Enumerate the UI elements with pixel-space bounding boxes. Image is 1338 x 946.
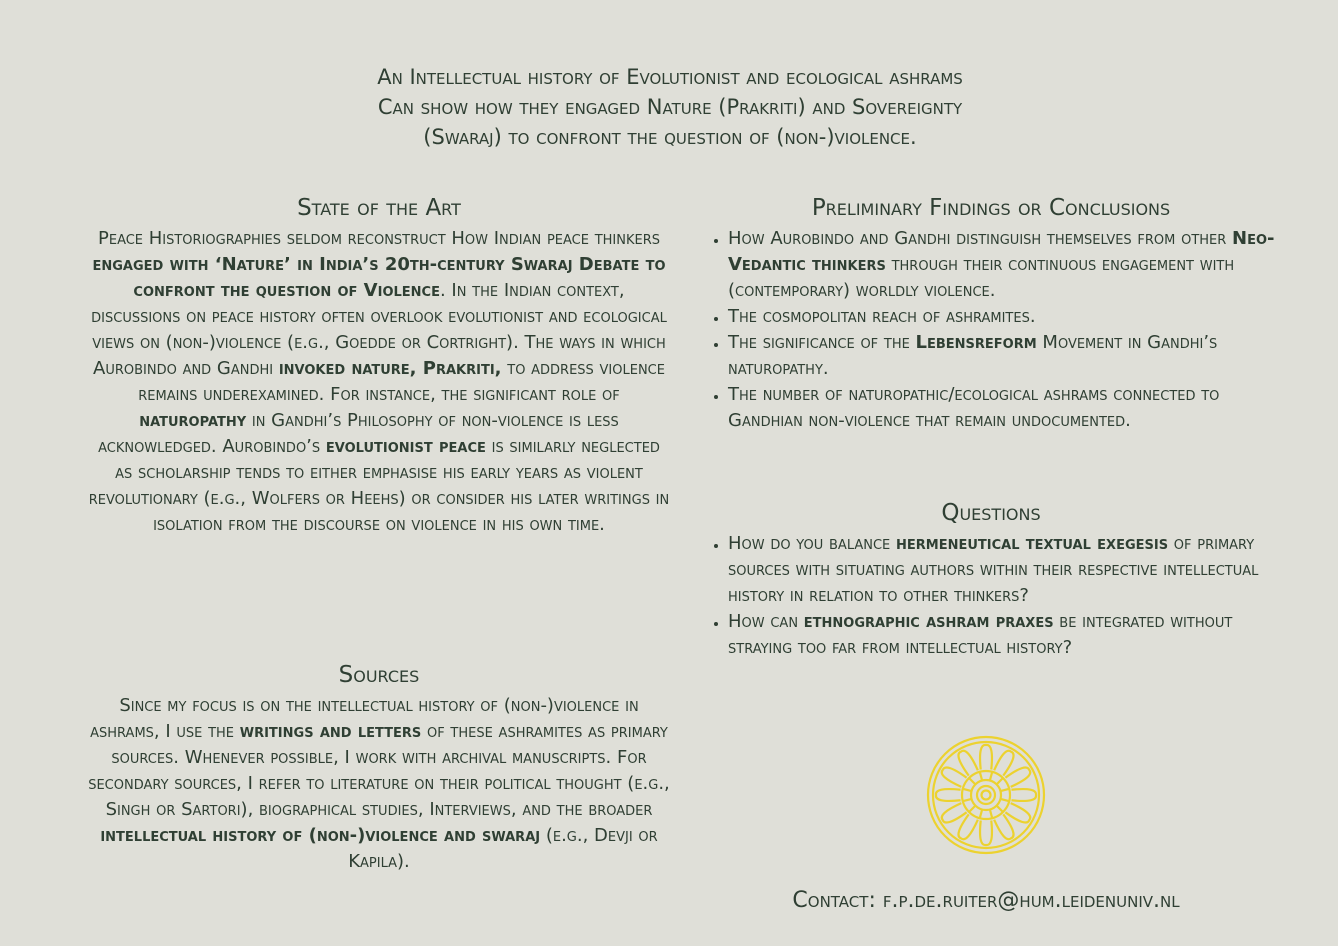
wheel-spoke (1000, 799, 1009, 801)
wheel-petal (994, 751, 1013, 776)
body-text-run: The number of naturopathic/ecological ashrams connected to Gandhian non-violence that remain undocumented. (728, 384, 1220, 431)
emphasis-text: intellectual history of (non-)violence and swaraj (100, 825, 541, 846)
body-text-run: How do you balance (728, 533, 896, 554)
emphasis-text: evolutionist peace (325, 436, 486, 457)
findings-item (728, 226, 1276, 304)
wheel-spoke (969, 806, 975, 812)
wheel-spoke (980, 809, 982, 818)
wheel-petal (980, 820, 992, 845)
body-text-run: How Aurobindo and Gandhi distinguish themselves from other (728, 228, 1233, 249)
body-text-run: Movement in Gandhi’s naturopathy. (728, 332, 1218, 379)
body-text-run: Peace Historiographies seldom reconstruct How Indian peace thinkers (98, 228, 660, 249)
questions-item (728, 609, 1276, 661)
state-of-the-art-text (88, 226, 670, 538)
wheel-spoke (980, 772, 982, 781)
wheel-spoke (990, 809, 992, 818)
body-text-run: The significance of the (728, 332, 916, 353)
contact-info: Contact: f.p.de.ruiter@hum.leidenuniv.nl (792, 888, 1180, 913)
emphasis-text: engaged with ‘Nature’ in India’s 20th-century Swaraj Debate to confront the question of Violence (92, 254, 666, 301)
intro-line: (Swaraj) to confront the question of (non-)violence. (423, 125, 917, 149)
emphasis-text: ethnographic ashram praxes (803, 611, 1054, 632)
findings-item (728, 304, 1276, 330)
wheel-spoke (1000, 789, 1009, 791)
state-of-the-art-section (88, 194, 670, 538)
wheel-petal (958, 751, 977, 776)
body-text-run: to address violence remains underexamined. For instance, the significant role of (138, 358, 665, 405)
body-text-run: How can (728, 611, 804, 632)
body-text-run: through their continuous engagement with (contemporary) worldly violence. (728, 254, 1235, 301)
intro-statement (250, 62, 1090, 152)
wheel-petal (942, 803, 967, 822)
lotus-wheel-icon (926, 735, 1046, 855)
intro-line: An Intellectual history of Evolutionist and ecological ashrams (377, 65, 963, 89)
wheel-spoke (997, 806, 1003, 812)
body-text-run: is similarly neglected as scholarship tends to either emphasise his early years as violent revolutionary (e.g., Wolfers or Heehs) or consider his later writings in isolation from the discourse on violence in his own time. (88, 436, 670, 535)
intro-line: Can show how they engaged Nature (Prakriti) and Sovereignty (377, 95, 963, 119)
body-text-run: The cosmopolitan reach of ashramites. (728, 306, 1036, 327)
body-text-run: (e.g., Devji or Kapila). (348, 825, 658, 872)
sources-section (88, 661, 670, 875)
findings-item (728, 330, 1276, 382)
sources-title: Sources (338, 662, 420, 688)
emphasis-text: invoked nature, Prakriti, (278, 358, 502, 379)
questions-section (706, 499, 1276, 661)
state-of-the-art-title: State of the Art (297, 195, 461, 221)
body-text-run: of primary sources with situating authors within their respective intellectual history in relation to other thinkers? (728, 533, 1259, 606)
wheel-spoke (997, 778, 1003, 784)
emphasis-text: Neo-Vedantic thinkers (728, 228, 1275, 275)
findings-item (728, 382, 1276, 434)
questions-title: Questions (941, 500, 1041, 526)
wheel-petal (942, 767, 967, 786)
wheel-petal (994, 814, 1013, 839)
findings-section (706, 194, 1276, 434)
questions-list (706, 531, 1276, 661)
sources-text (88, 693, 670, 875)
wheel-petal (936, 789, 961, 801)
findings-list (706, 226, 1276, 434)
wheel-petal (958, 814, 977, 839)
body-text-run: of these ashramites as primary sources. Whenever possible, I work with archival manuscripts. For secondary sources, I refer to literature on their political thought (e.g., Singh or Sartori), biographical studies, Interviews, and the broader (88, 721, 670, 820)
wheel-spoke (969, 778, 975, 784)
wheel-petal (980, 745, 992, 770)
body-text-run: be integrated without straying too far from intellectual history? (728, 611, 1233, 658)
wheel-spoke (963, 799, 972, 801)
wheel-petal (1005, 803, 1030, 822)
body-text-run: . In the Indian context, discussions on peace history often overlook evolutionist and ecological views on (non-)violence (e.g., Goedde or Cortright). The ways in which Aurobindo and Gandhi (91, 280, 667, 379)
findings-title: Preliminary Findings or Conclusions (811, 195, 1171, 221)
emphasis-text: Lebensreform (915, 332, 1037, 353)
emphasis-text: naturopathy (139, 410, 247, 431)
wheel-petal (1005, 767, 1030, 786)
wheel-spoke (963, 789, 972, 791)
emphasis-text: writings and letters (239, 721, 422, 742)
wheel-petal (1011, 789, 1036, 801)
questions-item (728, 531, 1276, 609)
wheel-spoke (990, 772, 992, 781)
body-text-run: in Gandhi’s Philosophy of non-violence is less acknowledged. Aurobindo’s (98, 410, 619, 457)
emphasis-text: hermeneutical textual exegesis (896, 533, 1169, 554)
body-text-run: Since my focus is on the intellectual history of (non-)violence in ashrams, I use the (90, 695, 639, 742)
